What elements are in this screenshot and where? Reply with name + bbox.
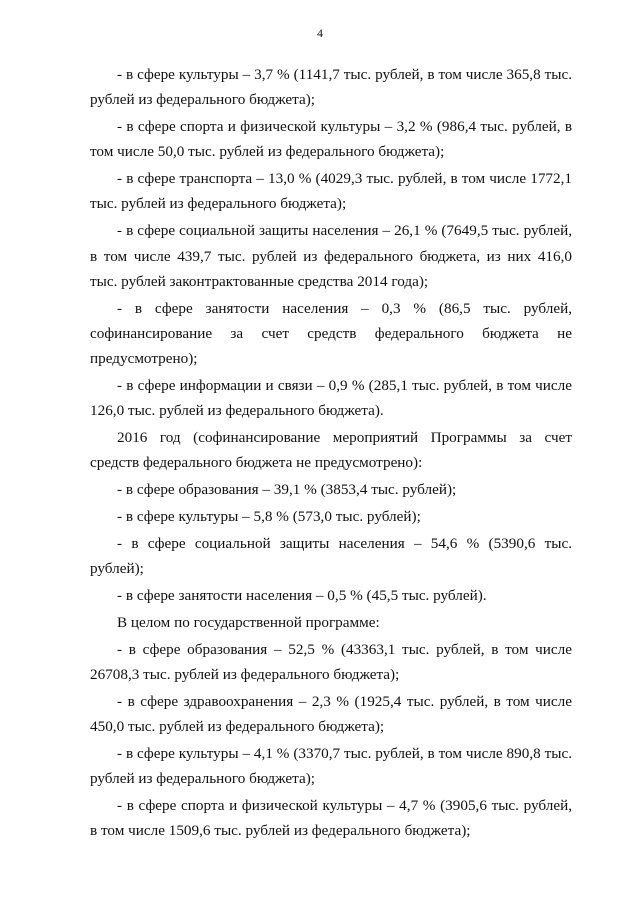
paragraph-year-2016-heading: 2016 год (софинансирование мероприятий Программы за счет средств федерального бюджета не предусмотрено): bbox=[90, 429, 572, 472]
paragraph-sport-total: - в сфере спорта и физической культуры – 4,7 % (3905,6 тыс. рублей, в том числе 1509,6 тыс. рублей из федерального бюджета); bbox=[90, 796, 572, 840]
paragraph-social-2016: - в сфере социальной защиты населения – 54,6 % (5390,6 тыс. рублей); bbox=[90, 534, 572, 578]
paragraph-employment-2015: - в сфере занятости населения – 0,3 % (86,5 тыс. рублей, софинансирование за счет средств федерального бюджета не предусмотрено); bbox=[90, 299, 572, 368]
paragraph-education-2016: - в сфере образования – 39,1 % (3853,4 тыс. рублей); bbox=[117, 481, 457, 499]
page-number: 4 bbox=[317, 26, 323, 40]
paragraph-sport-2015: - в сфере спорта и физической культуры – 3,2 % (986,4 тыс. рублей, в том числе 50,0 тыс. рублей из федерального бюджета); bbox=[90, 118, 572, 161]
document-body bbox=[90, 62, 572, 843]
paragraph-culture-2015: - в сфере культуры – 3,7 % (1141,7 тыс. рублей, в том числе 365,8 тыс. рублей из федерального бюджета); bbox=[90, 66, 572, 109]
paragraph-culture-total: - в сфере культуры – 4,1 % (3370,7 тыс. рублей, в том числе 890,8 тыс. рублей из федерального бюджета); bbox=[90, 744, 572, 788]
paragraph-culture-2016: - в сфере культуры – 5,8 % (573,0 тыс. рублей); bbox=[117, 508, 421, 526]
paragraph-program-total-heading: В целом по государственной программе: bbox=[117, 613, 380, 631]
paragraph-social-2015: - в сфере социальной защиты населения – 26,1 % (7649,5 тыс. рублей, в том числе 439,7 тыс. рублей из федерального бюджета, из них 416,0 тыс. рублей законтрактованные средства 2014 года); bbox=[90, 222, 572, 290]
paragraph-employment-2016: - в сфере занятости населения – 0,5 % (45,5 тыс. рублей). bbox=[117, 586, 487, 604]
paragraph-information-2015: - в сфере информации и связи – 0,9 % (285,1 тыс. рублей, в том числе 126,0 тыс. рублей из федерального бюджета). bbox=[90, 377, 572, 420]
paragraph-transport-2015: - в сфере транспорта – 13,0 % (4029,3 тыс. рублей, в том числе 1772,1 тыс. рублей из федерального бюджета); bbox=[90, 170, 572, 213]
paragraph-health-total: - в сфере здравоохранения – 2,3 % (1925,4 тыс. рублей, в том числе 450,0 тыс. рублей из федерального бюджета); bbox=[90, 692, 572, 735]
paragraph-education-total: - в сфере образования – 52,5 % (43363,1 тыс. рублей, в том числе 26708,3 тыс. рублей из федерального бюджета); bbox=[90, 640, 572, 683]
